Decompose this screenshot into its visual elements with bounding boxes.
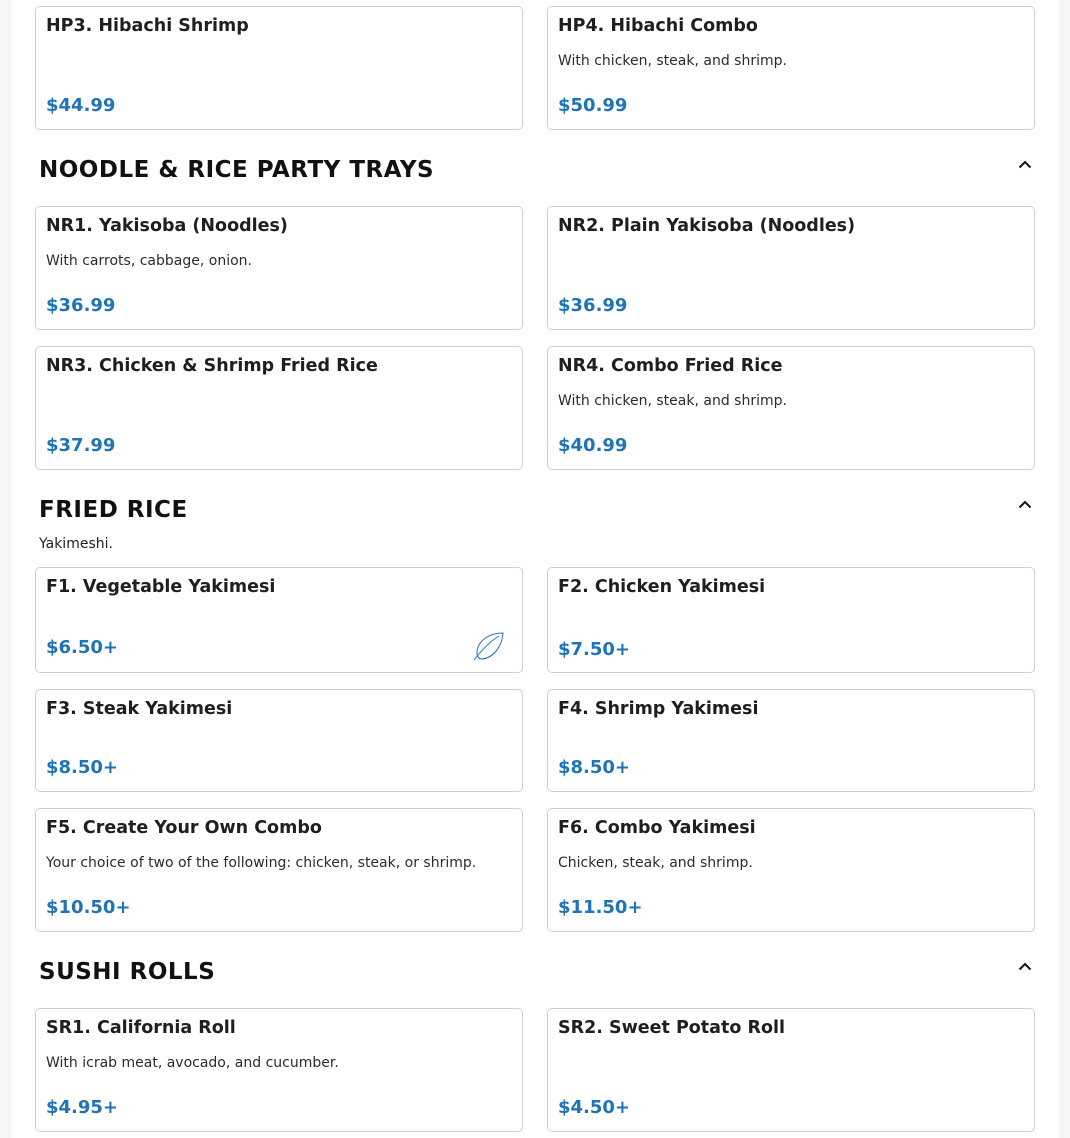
item-price: $10.50+ (46, 897, 131, 918)
menu-item-nr1[interactable] (35, 206, 523, 330)
item-name: F2. Chicken Yakimesi (558, 577, 766, 597)
item-description: Your choice of two of the following: chicken, steak, or shrimp. (46, 855, 477, 871)
item-name: F4. Shrimp Yakimesi (558, 699, 759, 719)
item-price: $36.99 (46, 295, 116, 316)
collapse-sushi-rolls-button[interactable] (1013, 954, 1037, 978)
section-title-noodle-rice: NOODLE & RICE PARTY TRAYS (39, 157, 435, 183)
menu-item-nr4[interactable] (547, 346, 1035, 470)
item-price: $4.50+ (558, 1097, 631, 1118)
item-description: With chicken, steak, and shrimp. (558, 53, 787, 69)
item-name: SR1. California Roll (46, 1018, 236, 1038)
menu-item-hp4[interactable] (547, 6, 1035, 130)
item-price: $44.99 (46, 95, 116, 116)
menu-item-f1[interactable] (35, 567, 523, 673)
item-description: With icrab meat, avocado, and cucumber. (46, 1055, 339, 1071)
item-price: $50.99 (558, 95, 628, 116)
menu-item-f5[interactable] (35, 808, 523, 932)
item-price: $8.50+ (558, 757, 631, 778)
item-name: F3. Steak Yakimesi (46, 699, 233, 719)
item-name: HP4. Hibachi Combo (558, 16, 758, 36)
menu-item-f6[interactable] (547, 808, 1035, 932)
item-description: Chicken, steak, and shrimp. (558, 855, 753, 871)
item-price: $7.50+ (558, 639, 631, 660)
menu-item-nr3[interactable] (35, 346, 523, 470)
item-price: $36.99 (558, 295, 628, 316)
section-title-sushi-rolls: SUSHI ROLLS (39, 959, 216, 985)
menu-item-sr1[interactable] (35, 1008, 523, 1132)
chevron-up-icon (1018, 500, 1032, 509)
item-name: NR4. Combo Fried Rice (558, 356, 783, 376)
chevron-up-icon (1018, 160, 1032, 169)
item-name: F5. Create Your Own Combo (46, 818, 322, 838)
item-description: With carrots, cabbage, onion. (46, 253, 252, 269)
collapse-noodle-rice-button[interactable] (1013, 152, 1037, 176)
item-price: $40.99 (558, 435, 628, 456)
item-name: NR3. Chicken & Shrimp Fried Rice (46, 356, 378, 376)
leaf-icon (473, 631, 505, 661)
collapse-fried-rice-button[interactable] (1013, 492, 1037, 516)
item-price: $6.50+ (46, 637, 119, 658)
item-name: F1. Vegetable Yakimesi (46, 577, 276, 597)
item-name: F6. Combo Yakimesi (558, 818, 756, 838)
item-name: HP3. Hibachi Shrimp (46, 16, 249, 36)
menu-item-f2[interactable] (547, 567, 1035, 673)
item-name: NR2. Plain Yakisoba (Noodles) (558, 216, 856, 236)
menu-item-f3[interactable] (35, 689, 523, 792)
item-name: NR1. Yakisoba (Noodles) (46, 216, 288, 236)
item-description: With chicken, steak, and shrimp. (558, 393, 787, 409)
section-subtitle-fried-rice: Yakimeshi. (39, 536, 113, 552)
item-price: $37.99 (46, 435, 116, 456)
menu-item-f4[interactable] (547, 689, 1035, 792)
item-price: $4.95+ (46, 1097, 119, 1118)
menu-item-sr2[interactable] (547, 1008, 1035, 1132)
item-price: $11.50+ (558, 897, 643, 918)
menu-item-hp3[interactable] (35, 6, 523, 130)
section-title-fried-rice: FRIED RICE (39, 497, 188, 523)
item-name: SR2. Sweet Potato Roll (558, 1018, 785, 1038)
item-price: $8.50+ (46, 757, 119, 778)
chevron-up-icon (1018, 962, 1032, 971)
menu-item-nr2[interactable] (547, 206, 1035, 330)
